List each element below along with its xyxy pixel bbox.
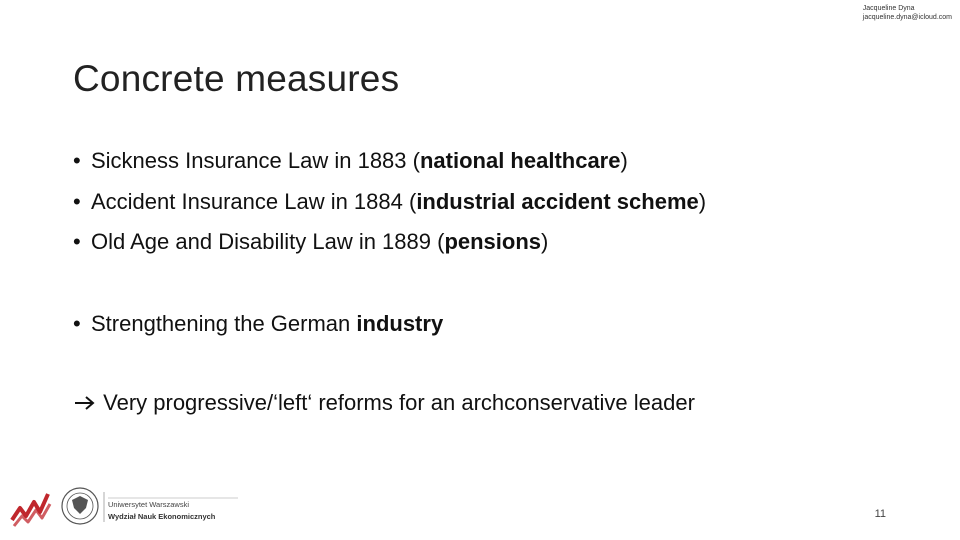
bullet-item: • Sickness Insurance Law in 1883 (national healthcare) [73,148,628,173]
bullet-icon: • [73,189,81,214]
slide-title: Concrete measures [73,58,400,99]
page-number: 11 [874,508,886,520]
bullet-icon: • [73,148,81,173]
university-logo [8,484,248,530]
bullet-item: • Old Age and Disability Law in 1889 (pensions) [73,229,549,254]
author-block [863,4,952,22]
author-name: Jacqueline Dyna [862,5,915,12]
conclusion-line [73,390,695,416]
author-email: jacqueline.dyna@icloud.com [862,14,952,21]
wave-mark-icon [12,494,50,526]
eagle-seal-icon [62,488,98,524]
university-name: Uniwersytet Warszawski [108,500,189,509]
bullet-item: • Accident Insurance Law in 1884 (industrial accident scheme) [73,189,707,214]
bullet-icon: • [73,311,81,336]
bullet-item: • Strengthening the German industry [73,311,444,336]
conclusion-text: Very progressive/‘left‘ reforms for an archconservative leader [103,390,695,415]
faculty-name: Wydział Nauk Ekonomicznych [108,512,216,521]
arrow-right-icon [73,395,97,411]
bullet-icon: • [73,229,81,254]
